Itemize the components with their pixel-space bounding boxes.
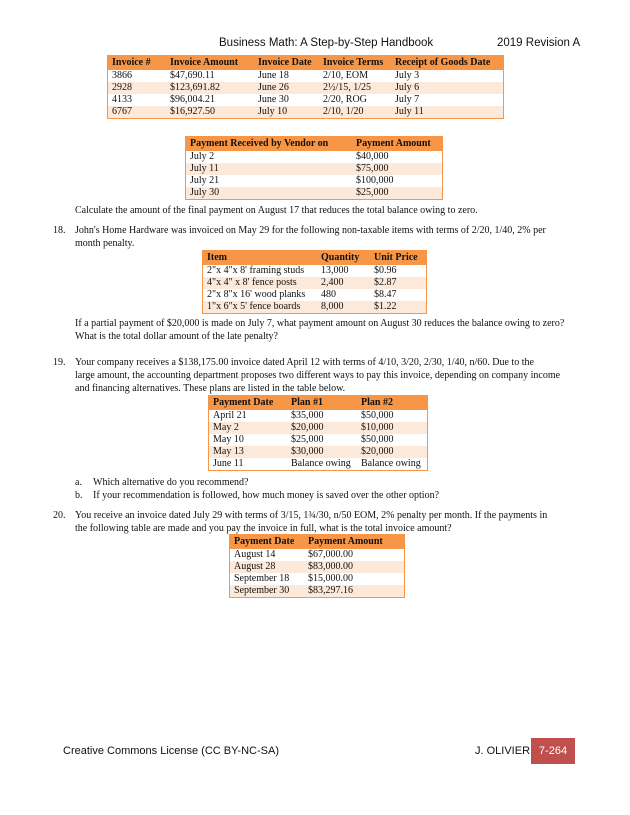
question-number: 19. xyxy=(53,357,66,368)
payment-plan-table xyxy=(208,395,428,471)
table-cell: 480 xyxy=(317,289,370,301)
footer-license: Creative Commons License (CC BY-NC-SA) xyxy=(63,745,279,757)
table-cell: $100,000 xyxy=(352,175,443,187)
table-cell: $0.96 xyxy=(370,265,427,277)
table-cell: 2/10, 1/20 xyxy=(319,106,391,119)
col-header: Invoice # xyxy=(108,56,167,71)
table-row xyxy=(186,151,443,163)
table-cell: July 21 xyxy=(186,175,353,187)
table-cell: $50,000 xyxy=(357,410,428,422)
col-header: Invoice Date xyxy=(254,56,319,71)
table-cell: July 11 xyxy=(391,106,504,119)
table-cell: Balance owing xyxy=(287,458,357,471)
table-cell: $1.22 xyxy=(370,301,427,314)
question-text: John's Home Hardware was invoiced on May 29 for the following non-taxable items with terms of 2/20, 1/40, 2% per xyxy=(75,225,546,236)
table-row xyxy=(186,163,443,175)
table-row xyxy=(230,573,405,585)
col-header: Invoice Terms xyxy=(319,56,391,71)
vendor-payment-table xyxy=(185,136,443,200)
table-cell: May 13 xyxy=(209,446,288,458)
question-17-tail: Calculate the amount of the final payment on August 17 that reduces the total balance owing to zero. xyxy=(75,205,478,216)
col-header: Payment Date xyxy=(209,396,288,411)
table-cell: July 6 xyxy=(391,82,504,94)
table-row xyxy=(186,187,443,200)
col-header: Quantity xyxy=(317,251,370,266)
table-row xyxy=(203,289,427,301)
table-cell: $2.87 xyxy=(370,277,427,289)
table-cell: 3866 xyxy=(108,70,167,82)
items-table xyxy=(202,250,427,314)
footer-author: J. OLIVIER xyxy=(475,745,531,757)
col-header: Payment Amount xyxy=(352,137,443,152)
table-cell: $25,000 xyxy=(352,187,443,200)
table-cell: $96,004.21 xyxy=(166,94,254,106)
table-cell: 2928 xyxy=(108,82,167,94)
question-text: If a partial payment of $20,000 is made on July 7, what payment amount on August 30 reduces the balance owing to zero? xyxy=(75,318,565,329)
table-row xyxy=(108,94,504,106)
table-cell: $50,000 xyxy=(357,434,428,446)
table-row xyxy=(108,82,504,94)
col-header: Payment Amount xyxy=(304,535,405,550)
question-text: the following table are made and you pay the invoice in full, what is the total invoice amount? xyxy=(75,523,452,534)
sub-question-text: If your recommendation is followed, how much money is saved over the other option? xyxy=(93,490,440,501)
table-cell: July 11 xyxy=(186,163,353,175)
table-cell: $83,000.00 xyxy=(304,561,405,573)
table-cell: $25,000 xyxy=(287,434,357,446)
table-cell: Balance owing xyxy=(357,458,428,471)
table-cell: $67,000.00 xyxy=(304,549,405,561)
table-row xyxy=(203,301,427,314)
table-row xyxy=(230,561,405,573)
table-cell: $47,690.11 xyxy=(166,70,254,82)
table-cell: $16,927.50 xyxy=(166,106,254,119)
question-text: You receive an invoice dated July 29 with terms of 3/15, 1¾/30, n/50 EOM, 2% penalty per month. If the payments in xyxy=(75,510,548,521)
question-text: What is the total dollar amount of the late penalty? xyxy=(75,331,278,342)
question-number: 20. xyxy=(53,510,66,521)
table-cell: 2/20, ROG xyxy=(319,94,391,106)
table-cell: $83,297.16 xyxy=(304,585,405,598)
table-cell: 1"x 6"x 5' fence boards xyxy=(203,301,318,314)
table-row xyxy=(209,422,428,434)
table-cell: September 30 xyxy=(230,585,305,598)
page-number: 7-264 xyxy=(538,745,568,757)
invoice-payment-table xyxy=(229,534,405,598)
col-header: Plan #1 xyxy=(287,396,357,411)
table-cell: 2/10, EOM xyxy=(319,70,391,82)
table-cell: 8,000 xyxy=(317,301,370,314)
table-cell: July 30 xyxy=(186,187,353,200)
table-cell: $75,000 xyxy=(352,163,443,175)
table-cell: 13,000 xyxy=(317,265,370,277)
question-number: 18. xyxy=(53,225,66,236)
col-header: Unit Price xyxy=(370,251,427,266)
sub-question-label: b. xyxy=(75,490,83,501)
table-cell: June 26 xyxy=(254,82,319,94)
table-row xyxy=(108,106,504,119)
table-cell: June 11 xyxy=(209,458,288,471)
table-cell: $40,000 xyxy=(352,151,443,163)
question-text: and financing alternatives. These plans are listed in the table below. xyxy=(75,383,346,394)
table-cell: $15,000.00 xyxy=(304,573,405,585)
col-header: Payment Received by Vendor on xyxy=(186,137,353,152)
table-row xyxy=(230,585,405,598)
question-text: Your company receives a $138,175.00 invoice dated April 12 with terms of 4/10, 3/20, 2/30, 1/40, n/60. Due to the xyxy=(75,357,534,368)
table-cell: July 3 xyxy=(391,70,504,82)
table-cell: 2½/15, 1/25 xyxy=(319,82,391,94)
table-cell: $123,691.82 xyxy=(166,82,254,94)
running-header-title: Business Math: A Step-by-Step Handbook xyxy=(219,37,434,49)
table-row xyxy=(230,549,405,561)
table-row xyxy=(209,410,428,422)
table-cell: $35,000 xyxy=(287,410,357,422)
table-cell: May 2 xyxy=(209,422,288,434)
table-row xyxy=(209,434,428,446)
table-cell: $10,000 xyxy=(357,422,428,434)
table-cell: 6767 xyxy=(108,106,167,119)
col-header: Item xyxy=(203,251,318,266)
table-cell: April 21 xyxy=(209,410,288,422)
running-header-revision: 2019 Revision A xyxy=(497,37,581,49)
table-row xyxy=(209,458,428,471)
table-cell: August 14 xyxy=(230,549,305,561)
sub-question-label: a. xyxy=(75,477,82,488)
table-row xyxy=(203,265,427,277)
col-header: Plan #2 xyxy=(357,396,428,411)
invoice-table xyxy=(107,55,504,119)
table-cell: June 30 xyxy=(254,94,319,106)
table-row xyxy=(108,70,504,82)
table-cell: July 7 xyxy=(391,94,504,106)
question-text: month penalty. xyxy=(75,238,135,249)
table-cell: July 10 xyxy=(254,106,319,119)
col-header: Invoice Amount xyxy=(166,56,254,71)
page-number-badge xyxy=(531,738,575,764)
table-cell: $30,000 xyxy=(287,446,357,458)
table-cell: $20,000 xyxy=(287,422,357,434)
table-cell: September 18 xyxy=(230,573,305,585)
col-header: Receipt of Goods Date xyxy=(391,56,504,71)
table-cell: 4"x 4" x 8' fence posts xyxy=(203,277,318,289)
table-cell: May 10 xyxy=(209,434,288,446)
question-text: large amount, the accounting department proposes two different ways to pay this invoice, depending on company income xyxy=(75,370,561,381)
table-cell: July 2 xyxy=(186,151,353,163)
sub-question-text: Which alternative do you recommend? xyxy=(93,477,249,488)
table-row xyxy=(203,277,427,289)
table-cell: $8.47 xyxy=(370,289,427,301)
table-cell: $20,000 xyxy=(357,446,428,458)
table-cell: 2"x 4"x 8' framing studs xyxy=(203,265,318,277)
table-cell: 2,400 xyxy=(317,277,370,289)
table-cell: August 28 xyxy=(230,561,305,573)
table-row xyxy=(186,175,443,187)
table-cell: June 18 xyxy=(254,70,319,82)
table-row xyxy=(209,446,428,458)
table-cell: 4133 xyxy=(108,94,167,106)
table-cell: 2"x 8"x 16' wood planks xyxy=(203,289,318,301)
col-header: Payment Date xyxy=(230,535,305,550)
